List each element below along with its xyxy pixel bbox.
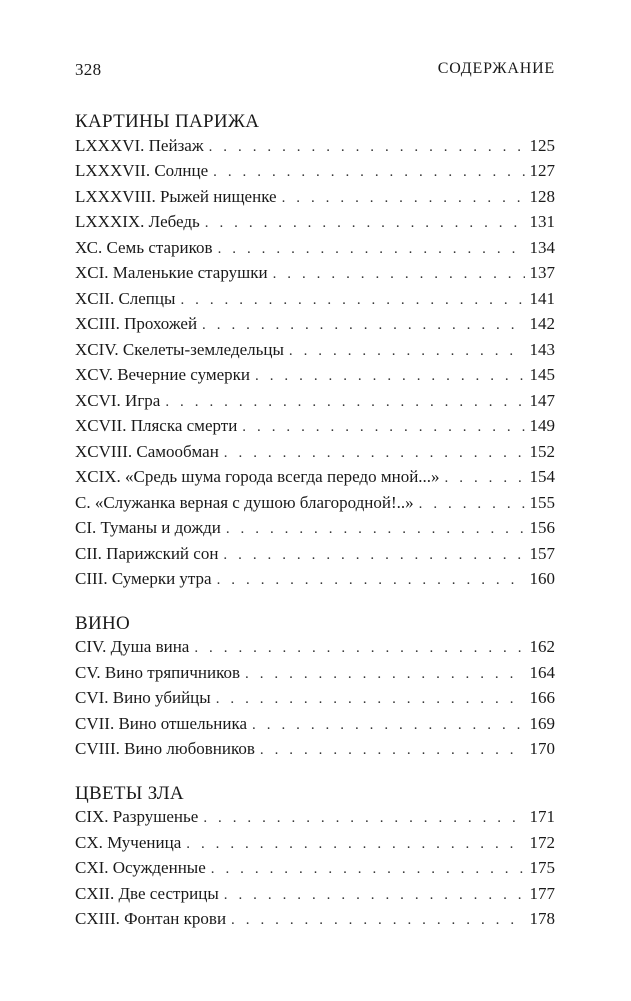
entry-page: 178	[529, 909, 555, 928]
entry-title: ХС. Семь стариков	[75, 237, 213, 257]
entry-title: CI. Туманы и дожди	[75, 518, 221, 537]
toc-entry[interactable]	[75, 236, 555, 262]
entry-page: 160	[529, 569, 555, 588]
entry-title: XCII. Слепцы	[75, 288, 176, 308]
toc-entry[interactable]	[75, 516, 555, 542]
toc-entry[interactable]	[75, 261, 555, 287]
entry-title: LXXXVI. Пейзаж	[75, 135, 204, 155]
entry-page: 175	[529, 858, 555, 877]
dot-leader	[194, 637, 524, 661]
entry-page: 169	[529, 713, 555, 733]
entry-page: 152	[529, 441, 555, 461]
toc-entry[interactable]	[75, 491, 555, 517]
dot-leader	[231, 909, 524, 933]
toc-entry[interactable]	[75, 338, 555, 364]
entry-title: LXXXVIII. Рыжей нищенке	[75, 186, 277, 206]
dot-leader	[209, 136, 525, 160]
toc-entry[interactable]	[75, 882, 555, 908]
section-title: ВИНО	[75, 612, 131, 634]
entry-page: 166	[529, 688, 555, 707]
toc-section-paris	[75, 110, 555, 593]
toc-entry[interactable]	[75, 465, 555, 491]
entry-title: CXI. Осужденные	[75, 858, 206, 877]
toc-entry[interactable]	[75, 907, 555, 933]
dot-leader	[255, 365, 524, 389]
dot-leader	[165, 391, 524, 415]
entry-title: CII. Парижский сон	[75, 543, 219, 563]
toc-entry[interactable]	[75, 414, 555, 440]
entry-page: 149	[529, 416, 555, 435]
dot-leader	[445, 467, 525, 491]
dot-leader	[252, 714, 524, 738]
entry-page: 156	[529, 518, 555, 537]
entry-page: 154	[529, 467, 555, 486]
dot-leader	[186, 833, 524, 857]
entry-page: 164	[529, 662, 555, 682]
toc-entry[interactable]	[75, 312, 555, 338]
dot-leader	[202, 314, 524, 338]
toc-entry[interactable]	[75, 210, 555, 236]
entry-page: 162	[529, 637, 555, 656]
toc-entry[interactable]	[75, 737, 555, 763]
entry-page: 131	[529, 212, 555, 231]
toc-entry[interactable]	[75, 134, 555, 160]
toc-entry[interactable]	[75, 159, 555, 185]
entry-page: 141	[529, 288, 555, 308]
dot-leader	[260, 739, 525, 763]
entry-title: XCI. Маленькие старушки	[75, 263, 268, 282]
toc-entry[interactable]	[75, 856, 555, 882]
dot-leader	[282, 187, 525, 211]
entry-page: 171	[529, 807, 555, 826]
entry-page: 157	[529, 543, 555, 563]
entry-title: CIV. Душа вина	[75, 637, 190, 656]
dot-leader	[216, 688, 525, 712]
dot-leader	[242, 416, 524, 440]
toc-entry[interactable]	[75, 542, 555, 568]
dot-leader	[223, 544, 524, 568]
entry-title: CIII. Сумерки утра	[75, 569, 212, 588]
toc-entry[interactable]	[75, 567, 555, 593]
entry-page: 177	[529, 883, 555, 903]
toc-entry[interactable]	[75, 363, 555, 389]
dot-leader	[419, 493, 525, 517]
entry-title: CVIII. Вино любовников	[75, 739, 255, 758]
toc-entry[interactable]	[75, 661, 555, 687]
entry-page: 147	[529, 390, 555, 410]
entry-title: XCVI. Игра	[75, 390, 161, 410]
entry-title: XCVIII. Самообман	[75, 441, 219, 461]
entry-page: 142	[529, 314, 555, 333]
dot-leader	[217, 569, 525, 593]
entry-page: 127	[529, 161, 555, 180]
toc-entry[interactable]	[75, 686, 555, 712]
running-head: СОДЕРЖАНИЕ	[437, 60, 555, 77]
entry-title: XCVII. Пляска смерти	[75, 416, 238, 435]
entry-page: 143	[529, 339, 555, 359]
entry-title: XCIX. «Средь шума города всегда передо мной...»	[75, 467, 440, 486]
entry-title: XCV. Вечерние сумерки	[75, 365, 251, 384]
dot-leader	[211, 858, 525, 882]
entry-title: CVII. Вино отшельника	[75, 713, 248, 733]
dot-leader	[180, 289, 524, 313]
entry-title: С. «Служанка верная с душою благородной!..»	[75, 492, 414, 512]
toc-entry[interactable]	[75, 712, 555, 738]
dot-leader	[224, 442, 525, 466]
toc-entry[interactable]	[75, 831, 555, 857]
page-number: 328	[75, 60, 102, 79]
toc-section-wine	[75, 612, 555, 763]
section-title: ЦВЕТЫ ЗЛА	[75, 782, 184, 804]
dot-leader	[224, 884, 525, 908]
entry-page: 134	[529, 237, 555, 257]
entry-title: CXII. Две сестрицы	[75, 883, 219, 903]
entry-title: LXXXIX. Лебедь	[75, 212, 200, 231]
entry-page: 170	[529, 739, 555, 758]
entry-page: 172	[529, 832, 555, 852]
section-title: КАРТИНЫ ПАРИЖА	[75, 111, 260, 132]
entry-title: CXIII. Фонтан крови	[75, 909, 227, 928]
dot-leader	[213, 161, 524, 185]
dot-leader	[205, 212, 525, 236]
entry-title: XCIII. Прохожей	[75, 314, 198, 333]
toc-entry[interactable]	[75, 635, 555, 661]
toc-entry[interactable]	[75, 389, 555, 415]
entry-title: CX. Мученица	[75, 832, 182, 852]
entry-title: LXXXVII. Солнце	[75, 161, 209, 180]
entry-page: 145	[529, 365, 555, 384]
entry-page: 155	[529, 492, 555, 512]
dot-leader	[289, 340, 525, 364]
entry-title: CVI. Вино убийцы	[75, 688, 211, 707]
dot-leader	[273, 263, 525, 287]
toc-entry[interactable]	[75, 287, 555, 313]
entry-page: 137	[529, 263, 555, 282]
toc-entry[interactable]	[75, 805, 555, 831]
dot-leader	[203, 807, 524, 831]
entry-title: XCIV. Скелеты-земледельцы	[75, 339, 284, 359]
dot-leader	[218, 238, 525, 262]
entry-page: 125	[529, 135, 555, 155]
dot-leader	[245, 663, 524, 687]
entry-page: 128	[529, 186, 555, 206]
dot-leader	[226, 518, 525, 542]
entry-title: CIX. Разрушенье	[75, 807, 199, 826]
toc-entry[interactable]	[75, 440, 555, 466]
toc-section-flowers-of-evil	[75, 782, 555, 933]
table-of-contents	[75, 110, 555, 933]
entry-title: CV. Вино тряпичников	[75, 662, 241, 682]
toc-entry[interactable]	[75, 185, 555, 211]
